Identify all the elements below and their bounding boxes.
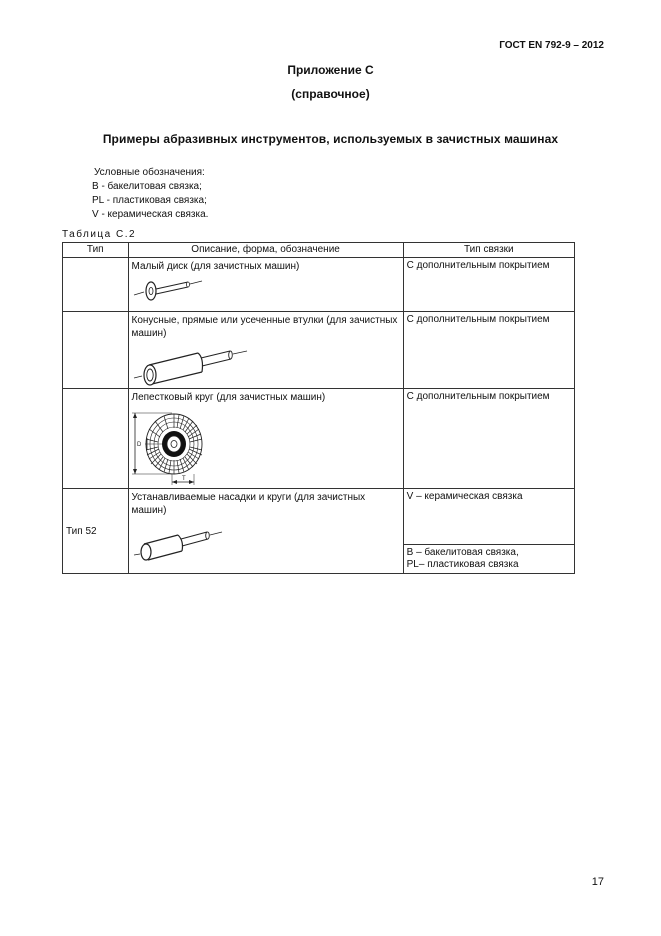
binding-line: PL– пластиковая связка [406, 559, 519, 570]
type-cell [63, 489, 129, 574]
binding-cell: С дополнительным покрытием [403, 258, 574, 312]
description-cell [128, 258, 403, 312]
legend-item: V - керамическая связка. [92, 209, 209, 220]
legend-item: PL - пластиковая связка; [92, 195, 207, 206]
dim-label: T [181, 476, 186, 482]
tools-table [62, 242, 575, 574]
type-cell [63, 258, 129, 312]
legend [92, 166, 208, 222]
table-row [63, 389, 575, 489]
description-cell [128, 389, 403, 489]
table-header-row [63, 243, 575, 258]
mounted-point-icon [132, 521, 232, 561]
binding-cell [403, 545, 574, 574]
type-cell [63, 389, 129, 489]
standard-designation: ГОСТ EN 792-9 – 2012 [499, 40, 604, 51]
table-row [63, 489, 575, 545]
description-cell [128, 489, 403, 574]
type-label: Тип 52 [66, 525, 97, 537]
sleeve-icon [132, 344, 252, 386]
appendix-title: Приложение C [287, 63, 374, 77]
section-title: Примеры абразивных инструментов, используемых в зачистных машинах [102, 132, 559, 146]
description-text: Лепестковый круг (для зачистных машин) [131, 392, 326, 403]
description-text: Малый диск (для зачистных машин) [131, 261, 300, 272]
table-row [63, 258, 575, 312]
header-description: Описание, форма, обозначение [128, 243, 403, 258]
binding-cell: С дополнительным покрытием [403, 389, 574, 489]
dim-label: D [136, 442, 141, 448]
binding-cell: V – керамическая связка [403, 489, 574, 545]
appendix-subtitle: (справочное) [291, 87, 370, 101]
description-text: Конусные, прямые или усеченные втулки (для зачистных машин) [131, 315, 398, 339]
header-type: Тип [63, 243, 129, 258]
page-number: 17 [591, 876, 604, 888]
header-binding: Тип связки [403, 243, 574, 258]
flap-wheel-icon [132, 408, 232, 486]
binding-line: B – бакелитовая связка, [406, 547, 519, 558]
table-caption: Таблица C.2 [62, 229, 137, 240]
legend-heading: Условные обозначения: [94, 167, 205, 178]
binding-cell: С дополнительным покрытием [403, 312, 574, 389]
small-disc-icon [132, 277, 222, 305]
description-cell [128, 312, 403, 389]
description-text: Устанавливаемые насадки и круги (для зачистных машин) [131, 492, 366, 516]
table-row [63, 312, 575, 389]
legend-item: B - бакелитовая связка; [92, 181, 202, 192]
type-cell [63, 312, 129, 389]
